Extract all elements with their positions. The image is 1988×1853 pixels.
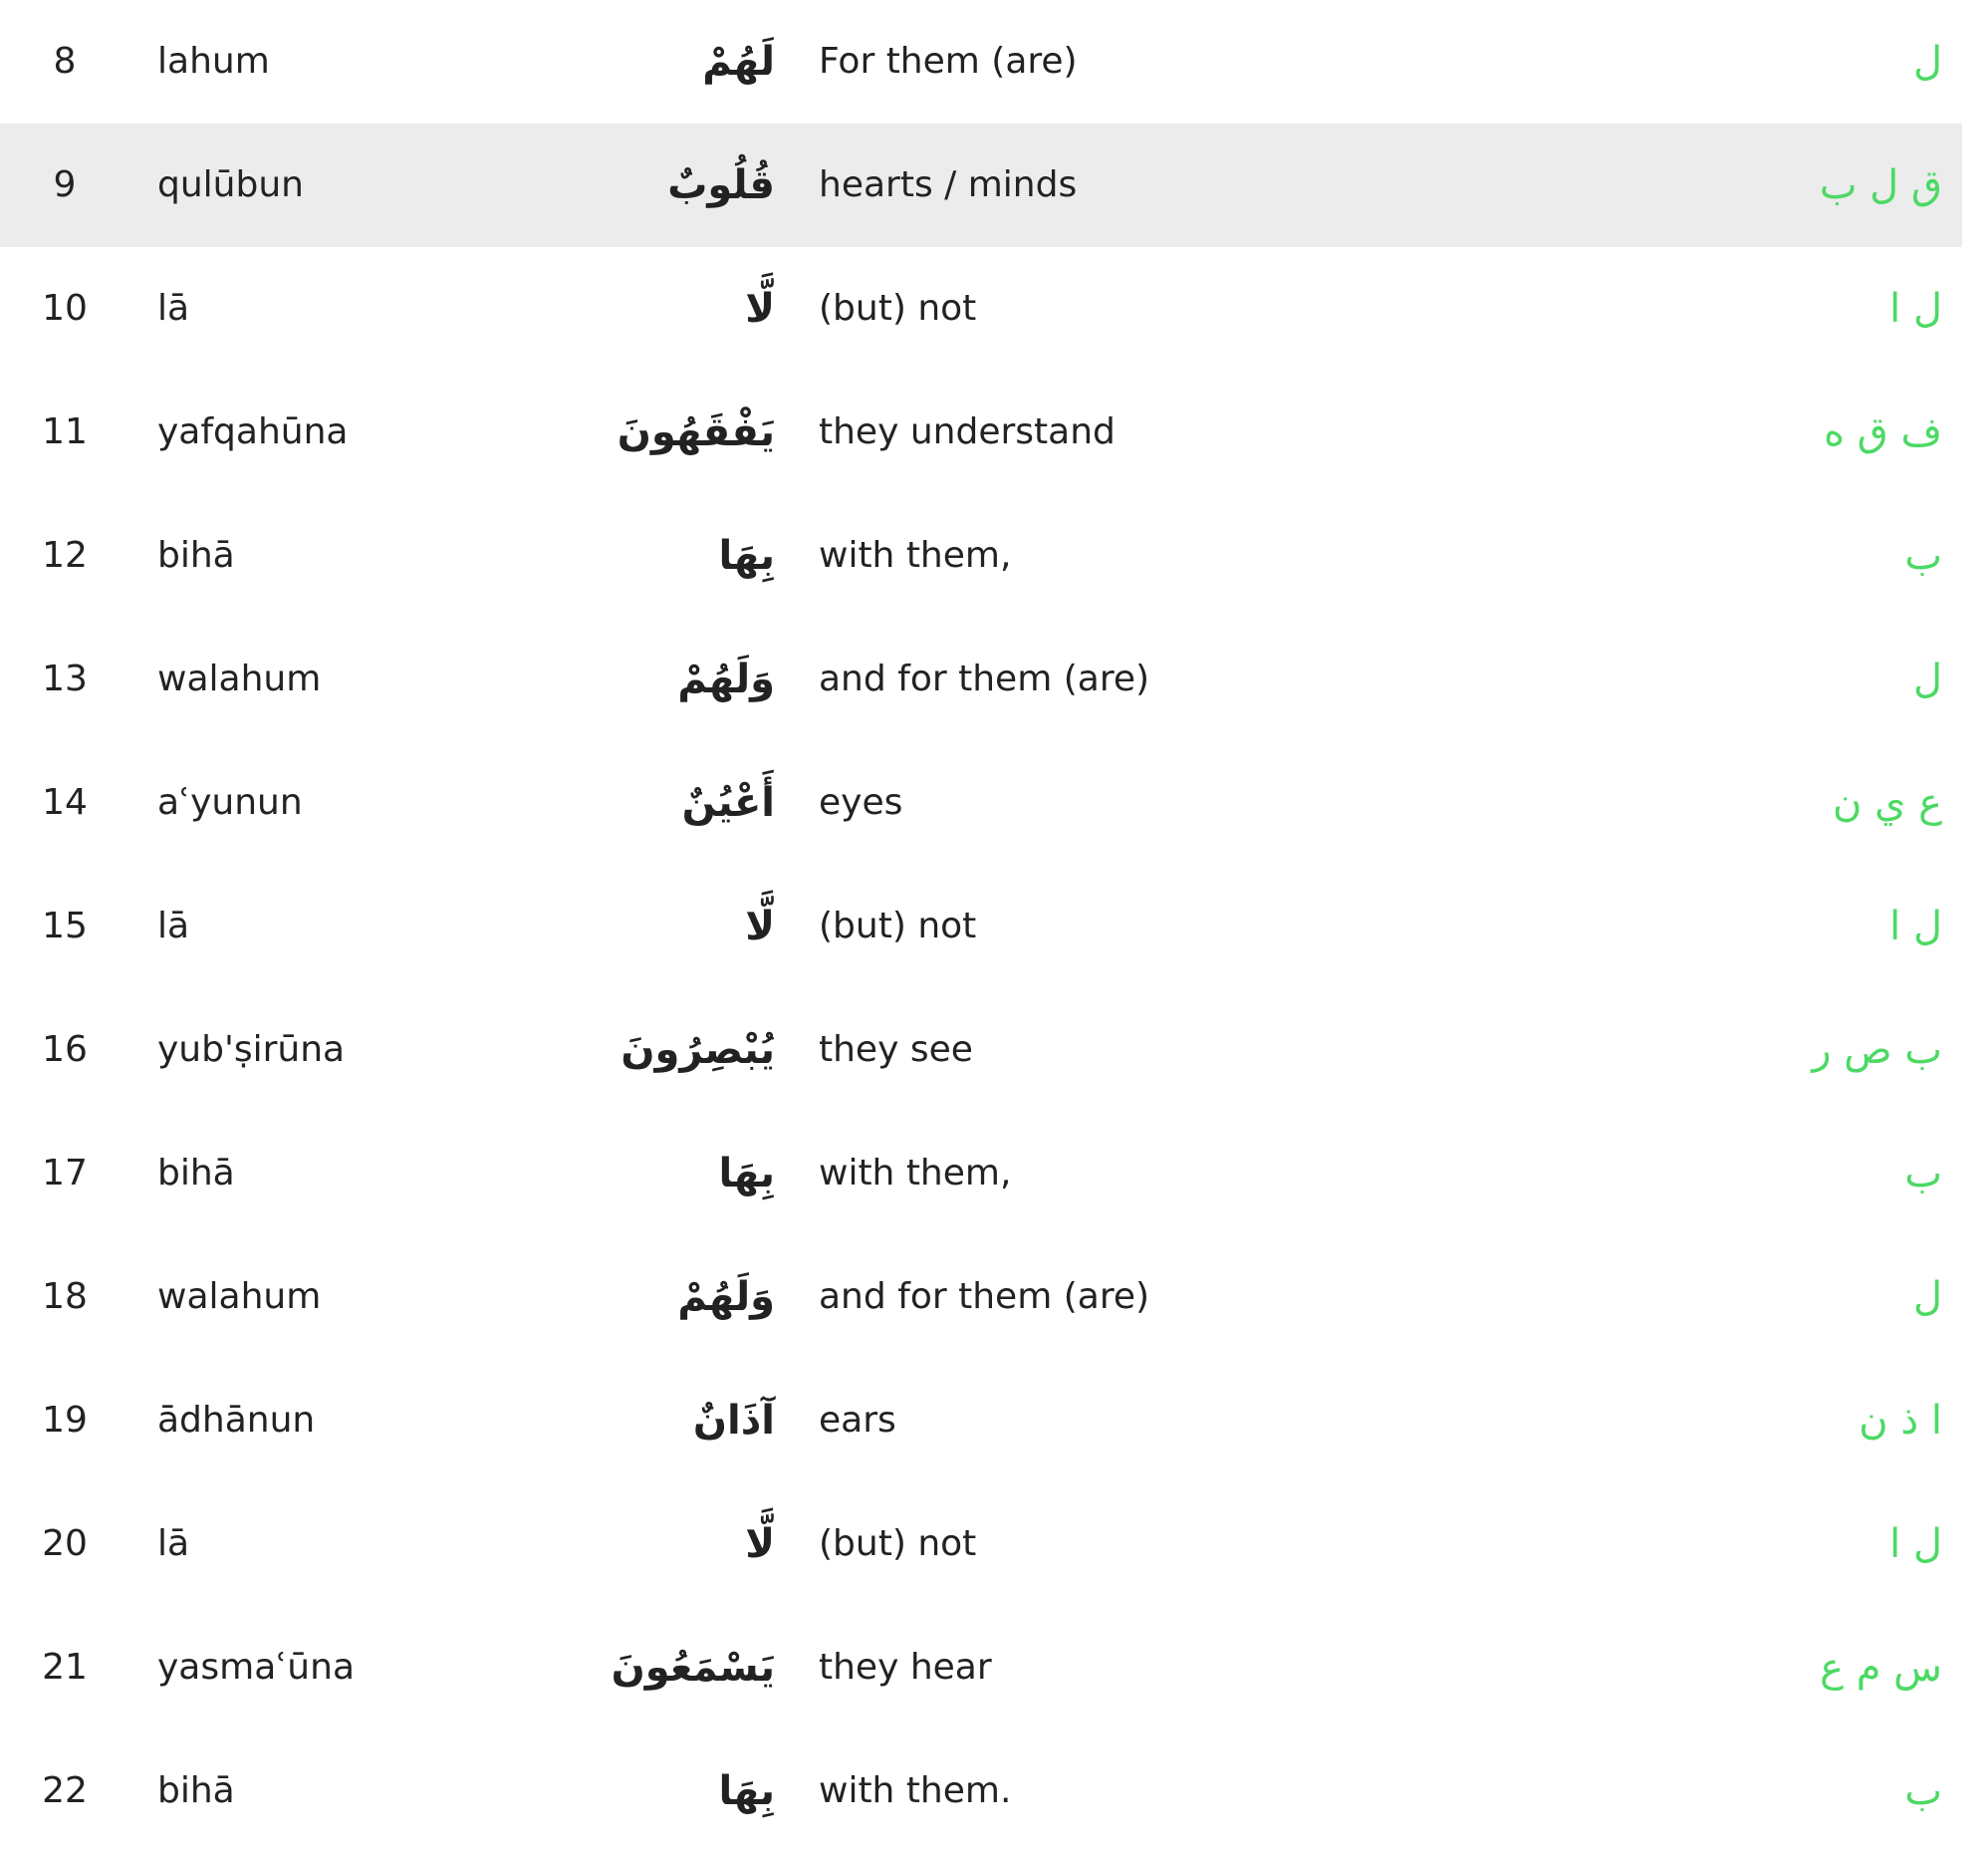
word-number: 14 (42, 782, 88, 823)
word-row[interactable] (0, 865, 1962, 988)
english-translation: (but) not (819, 906, 977, 946)
word-number: 19 (42, 1400, 88, 1441)
transliteration: bihā (157, 1153, 235, 1193)
arabic-word: قُلُوبٌ (667, 162, 775, 208)
arabic-word: لَهُمْ (702, 39, 775, 85)
word-row[interactable] (0, 0, 1962, 124)
word-number: 15 (42, 906, 88, 946)
english-translation: they hear (819, 1647, 992, 1688)
word-row[interactable] (0, 1359, 1962, 1482)
arabic-word: يَفْقَهُونَ (617, 409, 775, 455)
english-translation: with them. (819, 1770, 1012, 1811)
root-letters[interactable]: ل (1912, 657, 1942, 702)
root-letters[interactable]: ل (1912, 39, 1942, 85)
transliteration: yub'ṣirūna (157, 1029, 346, 1070)
root-letters[interactable]: ل ا (1889, 904, 1942, 949)
root-letters[interactable]: ا ذ ن (1859, 1398, 1942, 1444)
english-translation: and for them (are) (819, 1276, 1150, 1317)
english-translation: (but) not (819, 288, 977, 329)
transliteration: walahum (157, 659, 322, 699)
arabic-word: بِهَا (718, 1151, 775, 1196)
transliteration: walahum (157, 1276, 322, 1317)
word-number: 11 (42, 411, 88, 452)
word-number: 22 (42, 1770, 88, 1811)
transliteration: ādhānun (157, 1400, 316, 1441)
transliteration: aʿyunun (157, 782, 303, 823)
word-row[interactable] (0, 371, 1962, 494)
transliteration: yasmaʿūna (157, 1647, 355, 1688)
arabic-word: آذَانٌ (692, 1398, 775, 1444)
transliteration: lahum (157, 41, 270, 82)
word-number: 10 (42, 288, 88, 329)
word-number: 12 (42, 535, 88, 576)
arabic-word: لَّا (745, 1521, 775, 1567)
root-letters[interactable]: ب (1904, 1151, 1942, 1196)
word-number: 21 (42, 1647, 88, 1688)
word-number: 8 (53, 41, 77, 82)
word-number: 20 (42, 1523, 88, 1564)
english-translation: they understand (819, 411, 1116, 452)
root-letters[interactable]: ق ل ب (1819, 162, 1942, 208)
root-letters[interactable]: ل ا (1889, 1521, 1942, 1567)
root-letters[interactable]: ب (1904, 533, 1942, 579)
root-letters[interactable]: ف ق ه (1824, 409, 1942, 455)
transliteration: qulūbun (157, 164, 304, 205)
english-translation: with them, (819, 535, 1012, 576)
word-row[interactable] (0, 1482, 1962, 1606)
transliteration: lā (157, 288, 190, 329)
word-number: 13 (42, 659, 88, 699)
word-number: 17 (42, 1153, 88, 1193)
word-row[interactable] (0, 741, 1962, 865)
english-translation: with them, (819, 1153, 1012, 1193)
word-row[interactable] (0, 1235, 1962, 1359)
word-row[interactable] (0, 618, 1962, 741)
root-letters[interactable]: ب ص ر (1812, 1027, 1942, 1073)
english-translation: they see (819, 1029, 973, 1070)
english-translation: (but) not (819, 1523, 977, 1564)
arabic-word: يُبْصِرُونَ (621, 1027, 775, 1073)
word-number: 18 (42, 1276, 88, 1317)
root-letters[interactable]: س م ع (1820, 1645, 1942, 1691)
word-row-highlighted[interactable] (0, 124, 1962, 247)
word-row[interactable] (0, 494, 1962, 618)
word-row[interactable] (0, 1729, 1962, 1853)
arabic-word: وَلَهُمْ (677, 657, 775, 702)
word-row[interactable] (0, 1112, 1962, 1235)
arabic-word: لَّا (745, 286, 775, 332)
arabic-word: وَلَهُمْ (677, 1274, 775, 1320)
english-translation: hearts / minds (819, 164, 1078, 205)
english-translation: and for them (are) (819, 659, 1150, 699)
arabic-word: بِهَا (718, 533, 775, 579)
transliteration: lā (157, 1523, 190, 1564)
transliteration: yafqahūna (157, 411, 349, 452)
root-letters[interactable]: ع ي ن (1833, 780, 1942, 826)
arabic-word: أَعْيُنٌ (681, 780, 775, 826)
word-row[interactable] (0, 1606, 1962, 1729)
transliteration: bihā (157, 535, 235, 576)
arabic-word: بِهَا (718, 1768, 775, 1814)
arabic-word: يَسْمَعُونَ (611, 1645, 775, 1691)
word-number: 16 (42, 1029, 88, 1070)
root-letters[interactable]: ل ا (1889, 286, 1942, 332)
transliteration: bihā (157, 1770, 235, 1811)
english-translation: eyes (819, 782, 903, 823)
root-letters[interactable]: ب (1904, 1768, 1942, 1814)
root-letters[interactable]: ل (1912, 1274, 1942, 1320)
word-row[interactable] (0, 988, 1962, 1112)
arabic-word: لَّا (745, 904, 775, 949)
word-number: 9 (53, 164, 77, 205)
english-translation: ears (819, 1400, 896, 1441)
english-translation: For them (are) (819, 41, 1078, 82)
transliteration: lā (157, 906, 190, 946)
word-row[interactable] (0, 247, 1962, 371)
